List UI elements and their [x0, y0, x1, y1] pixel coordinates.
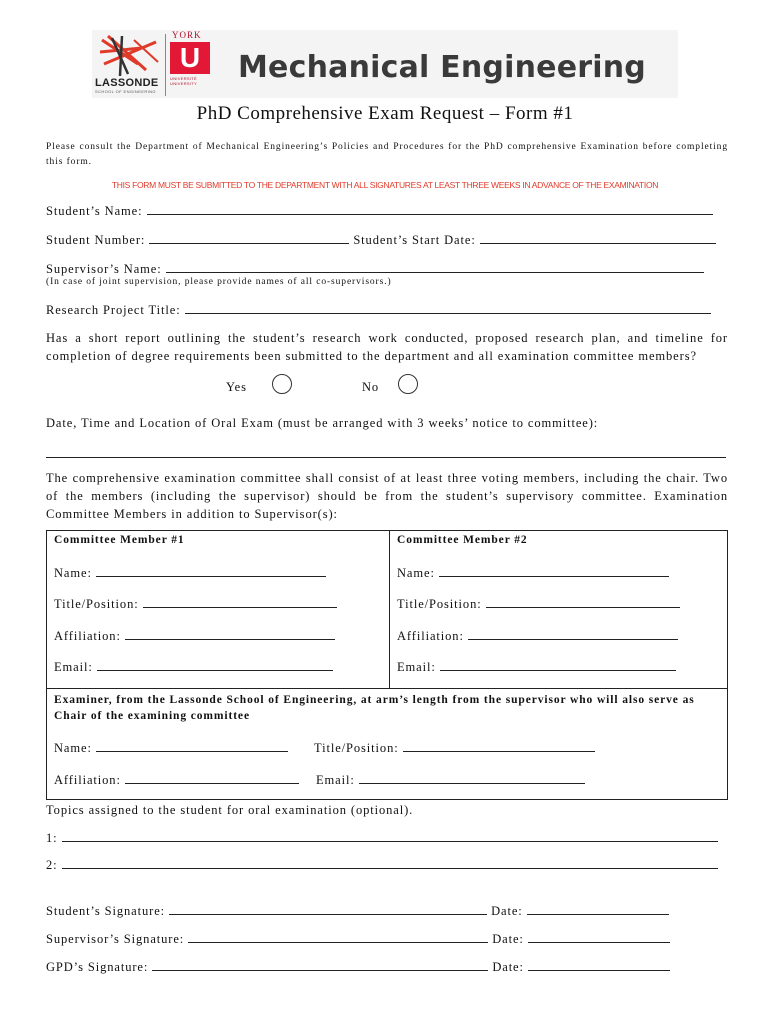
- supervisor-label: Supervisor’s Name:: [46, 262, 162, 276]
- examiner-affiliation-label: Affiliation:: [54, 773, 121, 787]
- lassonde-subtitle: SCHOOL OF ENGINEERING: [95, 89, 156, 94]
- member2-email-row: [397, 659, 676, 675]
- gpd-signature-label: GPD’s Signature:: [46, 960, 149, 974]
- member2-name-field[interactable]: [439, 565, 669, 577]
- submission-notice: THIS FORM MUST BE SUBMITTED TO THE DEPARTMENT WITH ALL SIGNATURES AT LEAST THREE WEEKS IN ADVANCE OF THE EXAMINATION: [111, 180, 659, 190]
- student-name-row: [46, 203, 713, 219]
- examiner-name-row: [54, 740, 288, 756]
- form-title: PhD Comprehensive Exam Request – Form #1: [196, 103, 574, 124]
- member2-affiliation-label: Affiliation:: [397, 629, 464, 643]
- examiner-name-field[interactable]: [96, 740, 288, 752]
- examiner-affiliation-field[interactable]: [125, 772, 299, 784]
- member2-name-label: Name:: [397, 566, 435, 580]
- member1-email-field[interactable]: [97, 659, 333, 671]
- student-name-label: Student’s Name:: [46, 204, 143, 218]
- topic-2-label: 2:: [46, 858, 58, 872]
- lassonde-name: LASSONDE: [95, 77, 159, 89]
- member2-email-field[interactable]: [440, 659, 676, 671]
- supervisor-signature-label: Supervisor’s Signature:: [46, 932, 185, 946]
- member1-affiliation-label: Affiliation:: [54, 629, 121, 643]
- member2-title-field[interactable]: [486, 596, 680, 608]
- supervisor-field[interactable]: [166, 261, 704, 273]
- student-number-row: [46, 232, 716, 248]
- topic-1-row: [46, 830, 718, 846]
- report-question: Has a short report outlining the student’s research work conducted, proposed research plan, and timeline for completion of degree requirements been submitted to the department and all examination committee members?: [46, 331, 728, 363]
- member1-title-row: [54, 596, 337, 612]
- york-univ-en: UNIVERSITY: [170, 81, 198, 86]
- oral-exam-label: Date, Time and Location of Oral Exam (must be arranged with 3 weeks’ notice to committee):: [46, 416, 599, 430]
- student-date-label: Date:: [491, 904, 523, 918]
- student-number-label: Student Number:: [46, 233, 146, 247]
- member2-title-label: Title/Position:: [397, 597, 482, 611]
- student-name-field[interactable]: [147, 203, 713, 215]
- member2-name-row: [397, 565, 669, 581]
- member1-affiliation-row: [54, 628, 335, 644]
- member1-name-row: [54, 565, 326, 581]
- member1-email-row: [54, 659, 333, 675]
- member2-affiliation-field[interactable]: [468, 628, 678, 640]
- york-u-logo: U: [170, 42, 210, 74]
- project-title-row: [46, 302, 711, 318]
- project-title-field[interactable]: [185, 302, 711, 314]
- examiner-email-label: Email:: [316, 773, 355, 787]
- examiner-title-label: Title/Position:: [314, 741, 399, 755]
- examiner-description: Examiner, from the Lassonde School of Engineering, at arm’s length from the supervisor who will also serve as Chair of the examining committee: [54, 694, 695, 722]
- supervisor-signature-field[interactable]: [188, 931, 488, 943]
- examiner-title-field[interactable]: [403, 740, 595, 752]
- member1-email-label: Email:: [54, 660, 93, 674]
- member1-title-field[interactable]: [143, 596, 337, 608]
- supervisor-date-field[interactable]: [528, 931, 670, 943]
- student-date-field[interactable]: [527, 903, 669, 915]
- member1-affiliation-field[interactable]: [125, 628, 335, 640]
- student-signature-field[interactable]: [169, 903, 487, 915]
- topic-1-label: 1:: [46, 831, 58, 845]
- member2-email-label: Email:: [397, 660, 436, 674]
- examiner-email-field[interactable]: [359, 772, 585, 784]
- supervisor-row: [46, 261, 704, 277]
- york-wordmark: YORK: [172, 30, 202, 40]
- committee-table-divider: [389, 530, 390, 688]
- student-signature-label: Student’s Signature:: [46, 904, 166, 918]
- logo-divider: [165, 34, 166, 96]
- topic-1-field[interactable]: [62, 830, 718, 842]
- supervisor-signature-row: [46, 931, 670, 947]
- gpd-date-field[interactable]: [528, 959, 670, 971]
- york-university-text: [170, 76, 197, 86]
- member2-title-row: [397, 596, 680, 612]
- topic-2-row: [46, 857, 718, 873]
- gpd-date-label: Date:: [492, 960, 524, 974]
- intro-text: Please consult the Department of Mechanical Engineering’s Policies and Procedures for the PhD comprehensive Examination before completing this form.: [46, 142, 728, 167]
- no-label: No: [362, 380, 380, 394]
- member2-header: Committee Member #2: [397, 534, 528, 546]
- yes-radio[interactable]: [272, 374, 292, 394]
- examiner-email-row: [316, 772, 585, 788]
- start-date-label: Student’s Start Date:: [353, 233, 476, 247]
- examiner-affiliation-row: [54, 772, 299, 788]
- student-signature-row: [46, 903, 669, 919]
- department-title: Mechanical Engineering: [238, 50, 646, 85]
- member1-header: Committee Member #1: [54, 534, 185, 546]
- supervisor-date-label: Date:: [492, 932, 524, 946]
- member1-title-label: Title/Position:: [54, 597, 139, 611]
- gpd-signature-row: [46, 959, 670, 975]
- member2-affiliation-row: [397, 628, 678, 644]
- oral-exam-field[interactable]: [46, 446, 726, 458]
- student-number-field[interactable]: [149, 232, 349, 244]
- committee-description: The comprehensive examination committee shall consist of at least three voting members, including the chair. Two of the members (including the supervisor) should be from the student’s supervisory committee. Examination Committee Members in addition to Supervisor(s):: [46, 471, 728, 521]
- project-title-label: Research Project Title:: [46, 303, 181, 317]
- member1-name-label: Name:: [54, 566, 92, 580]
- yes-label: Yes: [226, 380, 247, 394]
- no-radio[interactable]: [398, 374, 418, 394]
- supervisor-note: (In case of joint supervision, please provide names of all co-supervisors.): [46, 277, 392, 287]
- topics-label: Topics assigned to the student for oral examination (optional).: [46, 803, 414, 817]
- york-univ-fr: UNIVERSITÉ: [170, 76, 198, 81]
- member1-name-field[interactable]: [96, 565, 326, 577]
- start-date-field[interactable]: [480, 232, 716, 244]
- topic-2-field[interactable]: [62, 857, 718, 869]
- committee-table-separator: [46, 688, 728, 689]
- gpd-signature-field[interactable]: [152, 959, 488, 971]
- examiner-title-row: [314, 740, 595, 756]
- examiner-name-label: Name:: [54, 741, 92, 755]
- lassonde-logo-mark: [98, 34, 162, 78]
